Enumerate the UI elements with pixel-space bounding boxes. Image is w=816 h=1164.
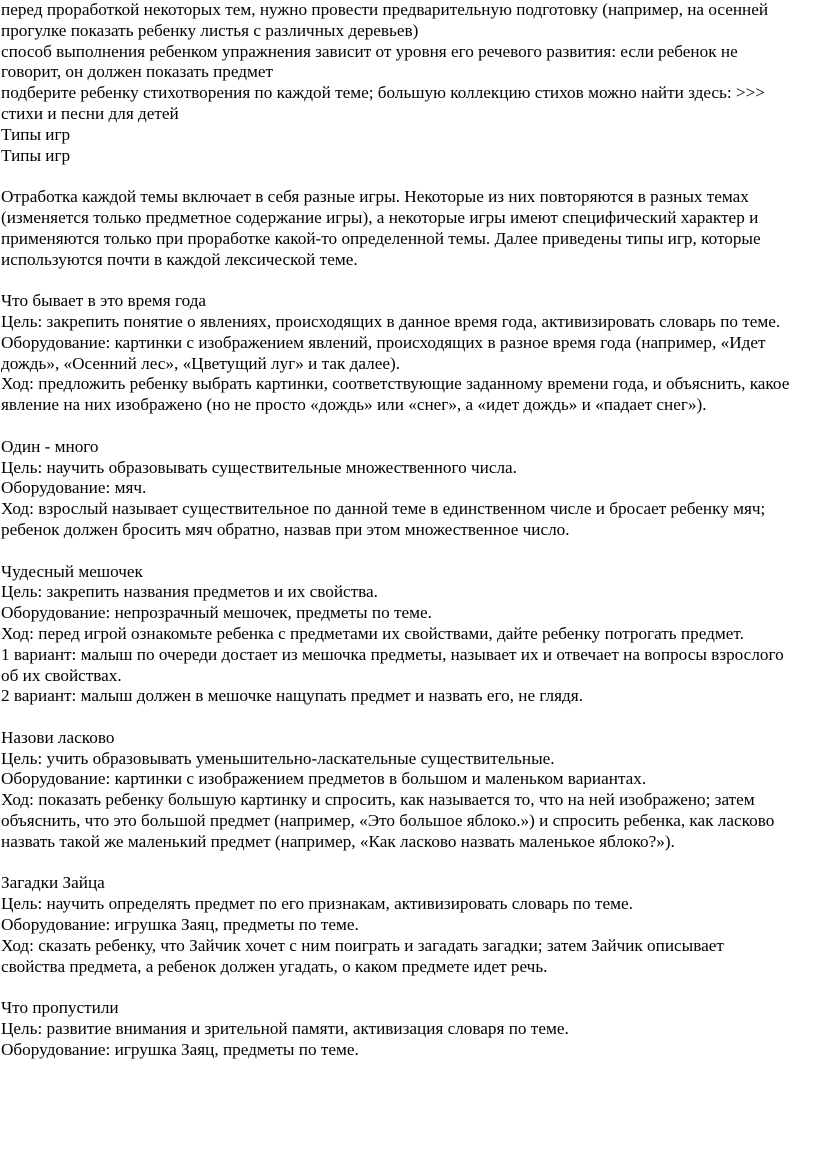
game-title: Загадки Зайца [1, 873, 105, 893]
blank-line [1, 270, 791, 291]
blank-line [1, 853, 791, 874]
section-heading-types: Типы игр [1, 124, 71, 144]
game-equipment: Оборудование: игрушка Заяц, предметы по теме. [1, 915, 359, 935]
blank-line [1, 541, 791, 562]
blank-line [1, 977, 791, 998]
blank-line [1, 166, 791, 187]
game-variant-1: 1 вариант: малыш по очереди достает из мешочка предметы, называет их и отвечает на вопросы взрослого об их свойствах. [1, 644, 784, 685]
game-equipment: Оборудование: мяч. [1, 478, 147, 498]
game-procedure: Ход: взрослый называет существительное по данной теме в единственном числе и бросает ребенку мяч; ребенок должен бросить мяч обратно, назвав при этом множественное число. [1, 499, 766, 539]
game-goal: Цель: развитие внимания и зрительной памяти, активизация словаря по теме. [1, 1019, 569, 1039]
game-title: Что бывает в это время года [1, 291, 207, 311]
game-procedure: Ход: перед игрой ознакомьте ребенка с предметами их свойствами, дайте ребенку потрогать предмет. [1, 623, 744, 643]
section-heading-types-repeat: Типы игр [1, 145, 71, 165]
game-title: Что пропустили [1, 998, 119, 1018]
intro-paragraph-1: перед проработкой некоторых тем, нужно провести предварительную подготовку (например, на осенней прогулке показать ребенку листья с различных деревьев) [1, 0, 769, 40]
game-title: Назови ласково [1, 727, 115, 747]
game-equipment: Оборудование: картинки с изображением предметов в большом и маленьком вариантах. [1, 769, 647, 789]
intro-paragraph-2: способ выполнения ребенком упражнения зависит от уровня его речевого развития: если ребенок не говорит, он должен показать предмет [1, 41, 738, 82]
document-page [1, 0, 791, 1061]
game-goal: Цель: научить определять предмет по его признакам, активизировать словарь по теме. [1, 894, 633, 914]
game-equipment: Оборудование: игрушка Заяц, предметы по теме. [1, 1039, 359, 1059]
overview-paragraph: Отработка каждой темы включает в себя разные игры. Некоторые из них повторяются в разных темах (изменяется только предметное содержание игры), а некоторые игры имеют специфический характер и применяются только при проработке какой-то определенной темы. Далее приведены типы игр, которые используются почти в каждой лексической теме. [1, 187, 761, 269]
blank-line [1, 416, 791, 437]
game-goal: Цель: закрепить названия предметов и их свойства. [1, 582, 378, 602]
game-equipment: Оборудование: непрозрачный мешочек, предметы по теме. [1, 603, 432, 623]
game-procedure: Ход: сказать ребенку, что Зайчик хочет с ним поиграть и загадать загадки; затем Зайчик описывает свойства предмета, а ребенок должен угадать, о каком предмете идет речь. [1, 935, 724, 976]
game-procedure: Ход: показать ребенку большую картинку и спросить, как называется то, что на ней изображено; затем объяснить, что это большой предмет (например, «Это большое яблоко.») и спросить ребенка, как ласково назвать такой же маленький предмет (например, «Как ласково назвать маленькое яблоко?»). [1, 790, 775, 851]
intro-paragraph-3: подберите ребенку стихотворения по каждой теме; большую коллекцию стихов можно найти здесь: >>> стихи и песни для детей [1, 83, 766, 123]
game-goal: Цель: закрепить понятие о явлениях, происходящих в данное время года, активизировать словарь по теме. [1, 311, 781, 331]
game-title: Один - много [1, 436, 99, 456]
game-variant-2: 2 вариант: малыш должен в мешочке нащупать предмет и назвать его, не глядя. [1, 686, 583, 706]
game-title: Чудесный мешочек [1, 561, 143, 581]
game-equipment: Оборудование: картинки с изображением явлений, происходящих в разное время года (например, «Идет дождь», «Осенний лес», «Цветущий луг» и так далее). [1, 332, 766, 373]
blank-line [1, 707, 791, 728]
game-goal: Цель: учить образовывать уменьшительно-ласкательные существительные. [1, 748, 555, 768]
game-procedure: Ход: предложить ребенку выбрать картинки, соответствующие заданному времени года, и объяснить, какое явление на них изображено (но не просто «дождь» или «снег», а «идет дождь» и «падает снег»). [1, 374, 790, 415]
game-goal: Цель: научить образовывать существительные множественного числа. [1, 457, 517, 477]
